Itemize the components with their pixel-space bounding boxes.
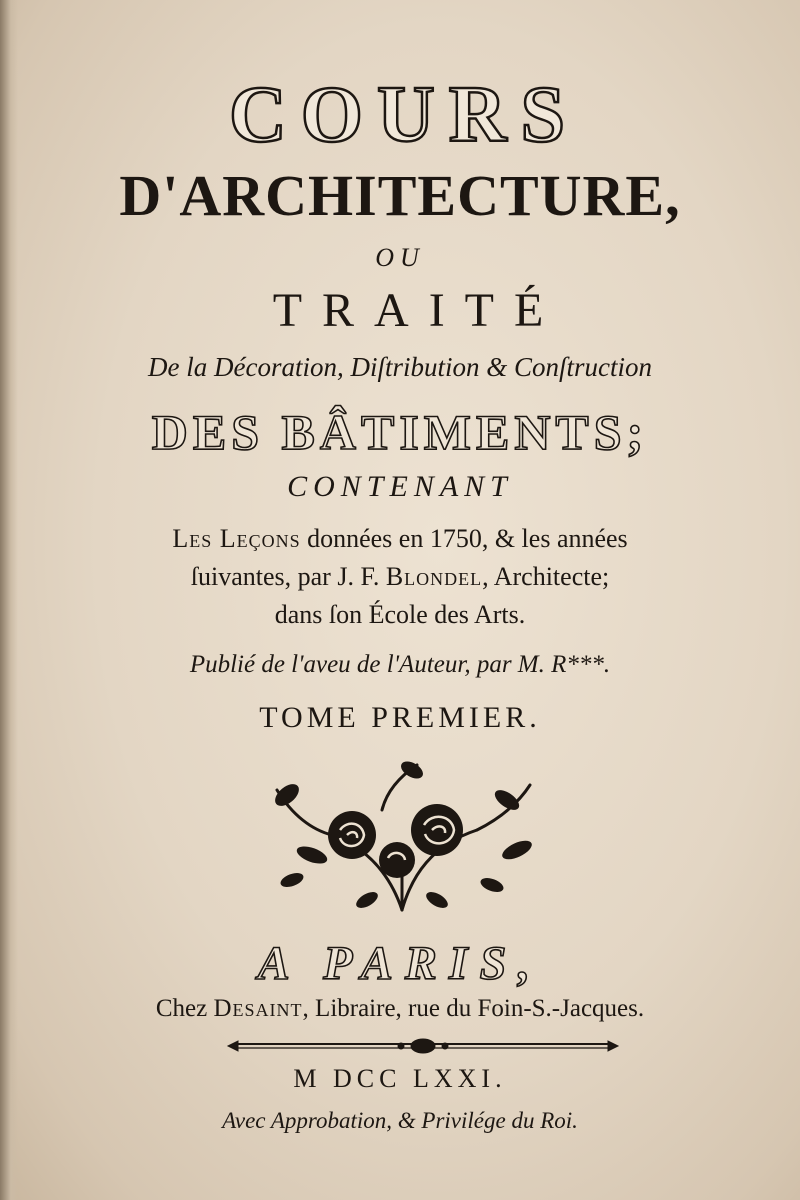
floral-vignette-icon (262, 760, 542, 920)
les-lecons-text: Les Leçons (172, 524, 301, 553)
subtitle-decoration: De la Décoration, Diſtribution & Conſtruction (148, 352, 652, 382)
lecons-line-1 (0, 524, 800, 554)
lecons-line-3: dans ſon École des Arts. (274, 600, 526, 629)
title-traite: TRAITÉ (272, 284, 564, 337)
publisher-line (0, 995, 800, 1023)
title-batiments: DES BÂTIMENTS; (151, 404, 649, 460)
tome-label: TOME PREMIER. (259, 701, 541, 734)
publie-line: Publié de l'aveu de l'Auteur, par M. R***. (189, 651, 611, 678)
lecons-line-2 (0, 562, 800, 592)
title-ou: OU (375, 243, 425, 272)
title-cours: COURS (228, 71, 580, 159)
approbation-line: Avec Approbation, & Privilége du Roi. (222, 1108, 578, 1133)
ornamental-rule-icon (226, 1036, 620, 1056)
title-architecture: D'ARCHITECTURE, (119, 163, 681, 228)
publisher-line-end: , Libraire, rue du Foin-S.-Jacques. (302, 995, 645, 1022)
lecons-line-1-rest: données en 1750, & les années (300, 524, 628, 553)
lecons-line-2-end: , Architecte; (482, 562, 610, 591)
publication-date: M DCC LXXI. (293, 1064, 507, 1093)
publisher-desaint: Desaint (213, 995, 303, 1022)
lecons-line-2-start: ſuivantes, par J. F. (190, 562, 386, 591)
place-paris: A PARIS, (257, 937, 543, 990)
publisher-line-start: Chez (155, 995, 214, 1022)
author-blondel: Blondel (385, 562, 483, 591)
contenant-label: CONTENANT (287, 470, 513, 503)
